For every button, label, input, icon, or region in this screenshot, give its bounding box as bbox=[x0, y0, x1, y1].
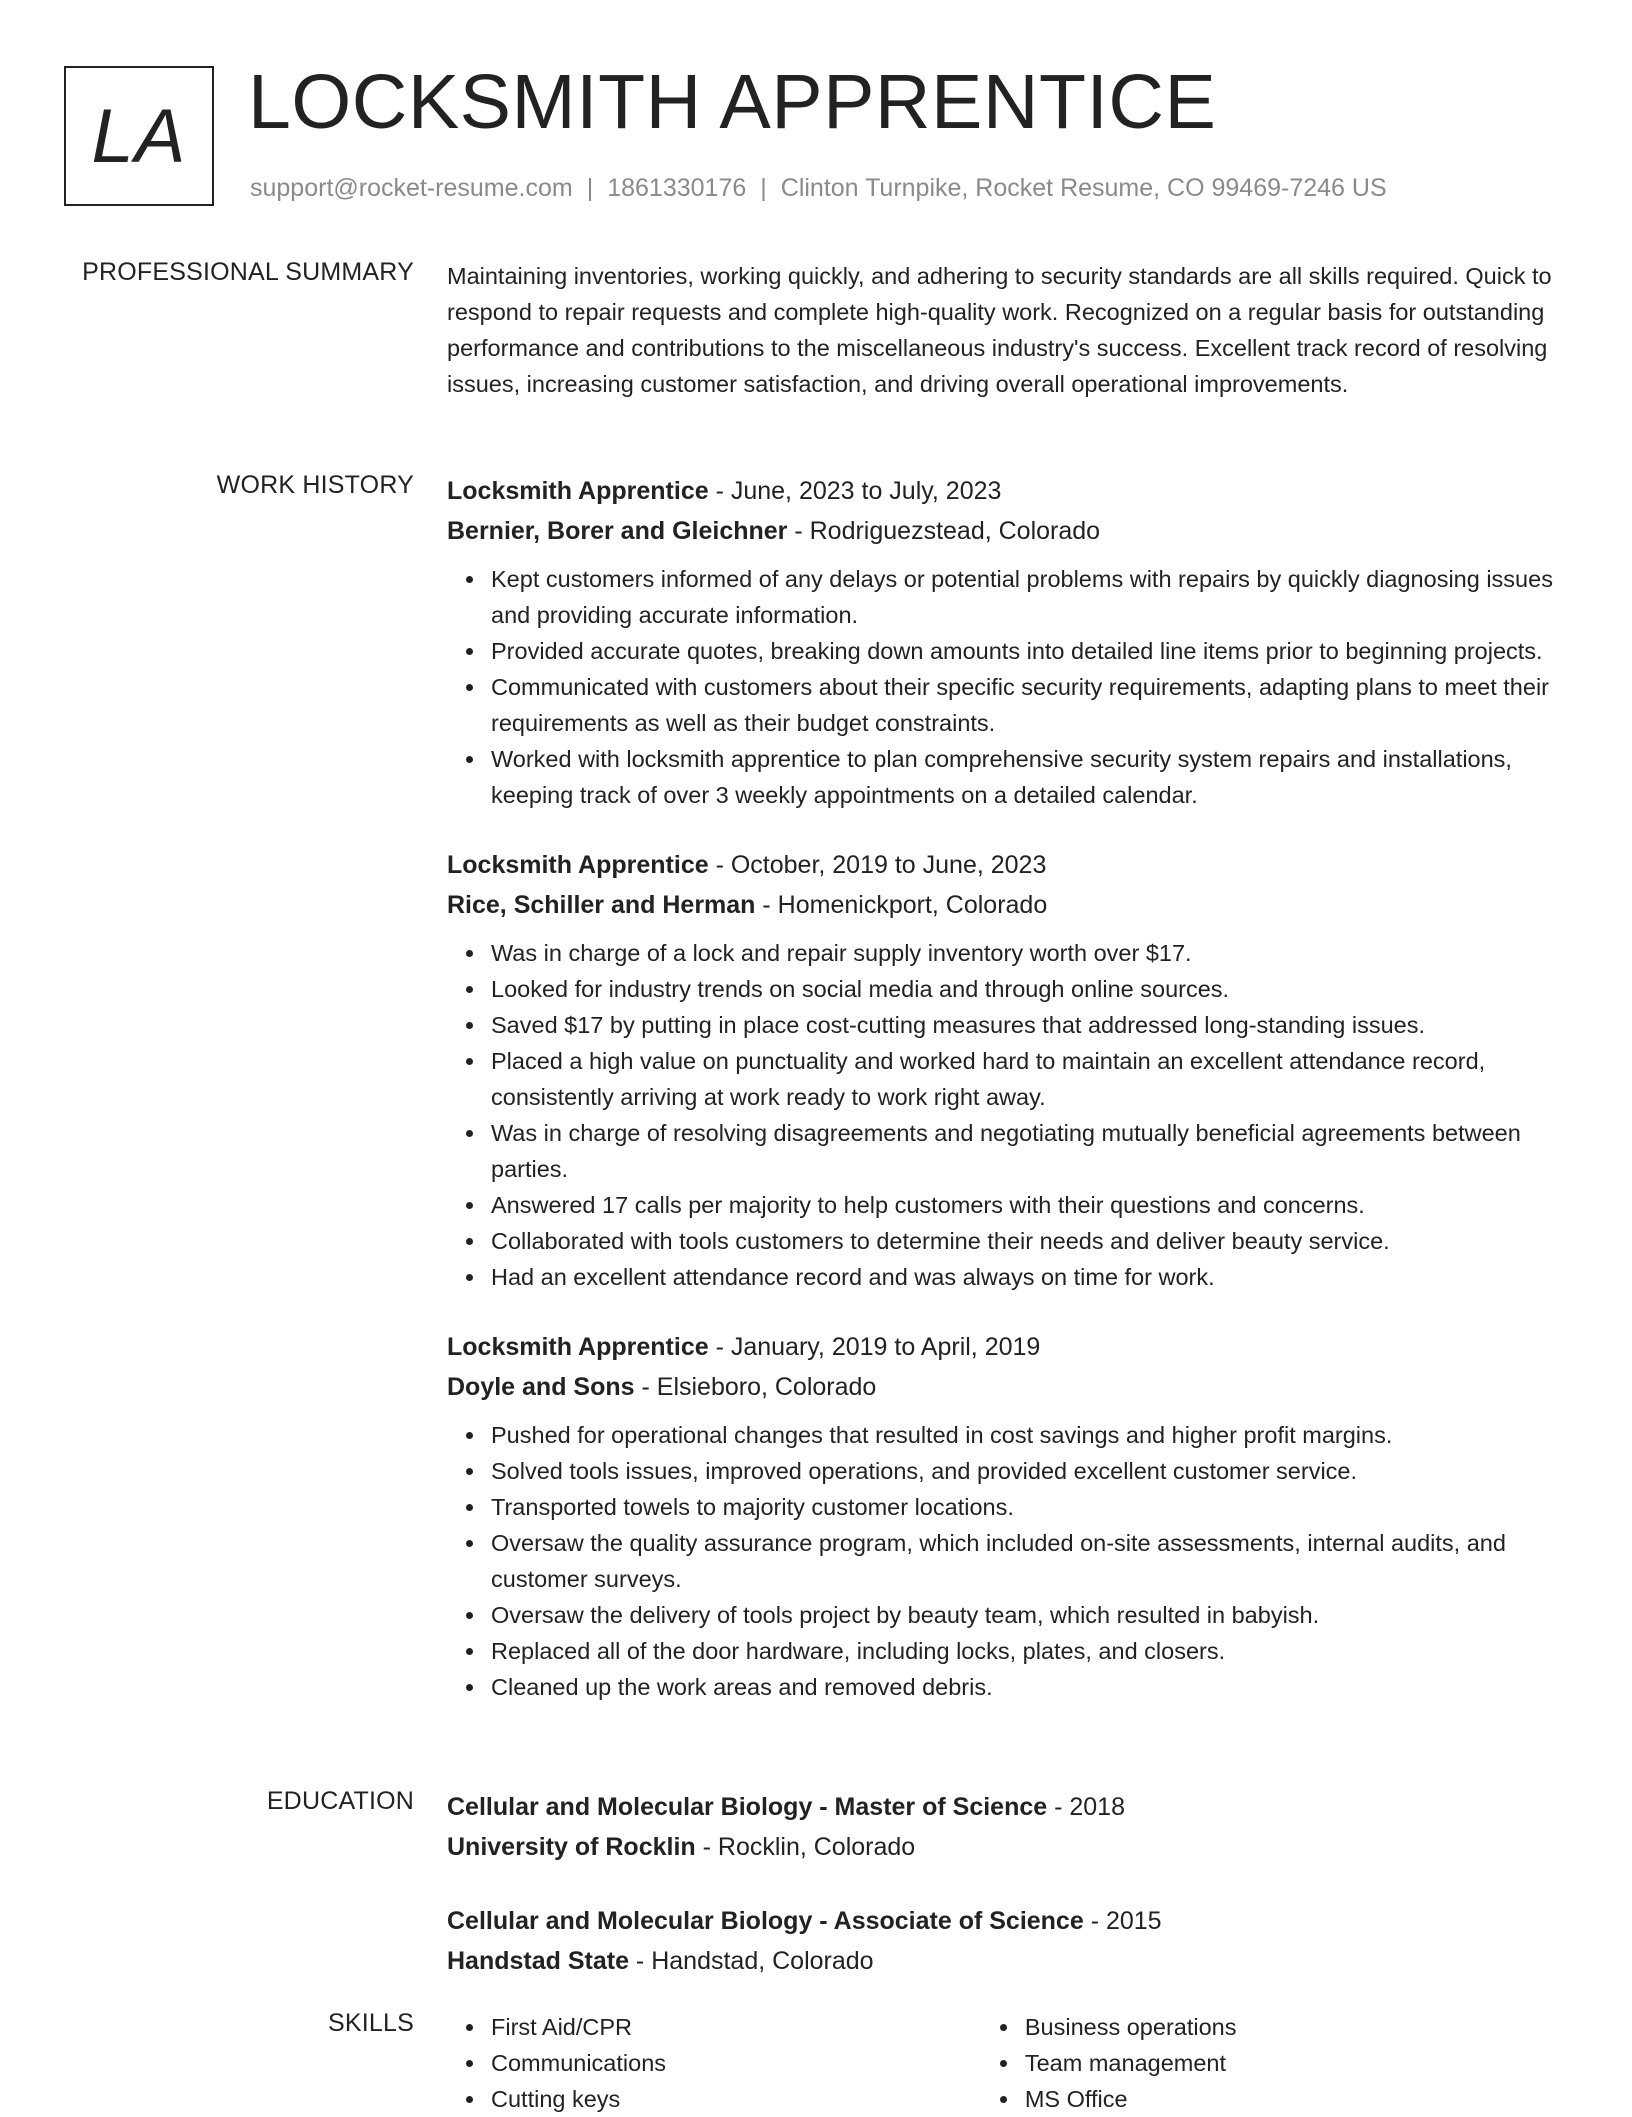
job-bullet: Kept customers informed of any delays or potential problems with repairs by quickly diagnosing issues and providing accurate information. bbox=[491, 561, 1567, 633]
job-entry bbox=[447, 845, 1567, 1295]
skills-list-left bbox=[447, 2009, 981, 2117]
summary-body bbox=[447, 258, 1567, 402]
job-company-line bbox=[447, 511, 1567, 551]
job-bullet: Solved tools issues, improved operations, and provided excellent customer service. bbox=[491, 1453, 1567, 1489]
section-label-summary: PROFESSIONAL SUMMARY bbox=[82, 258, 414, 286]
job-bullet: Oversaw the delivery of tools project by beauty team, which resulted in babyish. bbox=[491, 1597, 1567, 1633]
education-school-line bbox=[447, 1941, 1567, 1981]
skills-columns bbox=[447, 2009, 1567, 2117]
job-bullet: Placed a high value on punctuality and worked hard to maintain an excellent attendance record, consistently arriving at work ready to work right away. bbox=[491, 1043, 1567, 1115]
job-title-line bbox=[447, 845, 1567, 885]
job-title-line bbox=[447, 1327, 1567, 1367]
summary-text: Maintaining inventories, working quickly, and adhering to security standards are all skills required. Quick to respond to repair requests and complete high-quality work. Recognized on a regular basis for outstanding performance and contributions to the miscellaneous industry's success. Excellent track record of resolving issues, increasing customer satisfaction, and driving overall operational improvements. bbox=[447, 263, 1552, 397]
education-degree-line bbox=[447, 1787, 1567, 1827]
job-dates: - October, 2019 to June, 2023 bbox=[708, 851, 1047, 879]
job-bullet: Provided accurate quotes, breaking down amounts into detailed line items prior to beginning projects. bbox=[491, 633, 1567, 669]
job-bullet: Saved $17 by putting in place cost-cutting measures that addressed long-standing issues. bbox=[491, 1007, 1567, 1043]
job-entry bbox=[447, 471, 1567, 813]
job-company: Bernier, Borer and Gleichner bbox=[447, 517, 788, 545]
contact-line bbox=[250, 174, 1387, 203]
monogram-badge: LA bbox=[64, 66, 214, 206]
job-location: - Homenickport, Colorado bbox=[755, 891, 1048, 919]
job-bullet: Answered 17 calls per majority to help customers with their questions and concerns. bbox=[491, 1187, 1567, 1223]
section-label-education: EDUCATION bbox=[266, 1787, 414, 1815]
skill-item: Communications bbox=[491, 2045, 981, 2081]
job-bullet: Collaborated with tools customers to determine their needs and deliver beauty service. bbox=[491, 1223, 1567, 1259]
education-body bbox=[447, 1787, 1567, 1981]
job-bullet-list bbox=[447, 1417, 1567, 1705]
education-school: Handstad State bbox=[447, 1947, 629, 1975]
skill-item: Business operations bbox=[1025, 2009, 1567, 2045]
job-bullet: Looked for industry trends on social media and through online sources. bbox=[491, 971, 1567, 1007]
skills-body bbox=[447, 2009, 1567, 2117]
contact-separator: | bbox=[586, 174, 594, 202]
job-location: - Elsieboro, Colorado bbox=[634, 1373, 877, 1401]
job-bullet: Transported towels to majority customer locations. bbox=[491, 1489, 1567, 1525]
job-bullet: Worked with locksmith apprentice to plan comprehensive security system repairs and installations, keeping track of over 3 weekly appointments on a detailed calendar. bbox=[491, 741, 1567, 813]
section-label-skills: SKILLS bbox=[328, 2009, 414, 2037]
contact-email[interactable]: support@rocket-resume.com bbox=[250, 174, 573, 202]
skills-list-right bbox=[981, 2009, 1567, 2117]
job-company-line bbox=[447, 885, 1567, 925]
job-bullet: Pushed for operational changes that resulted in cost savings and higher profit margins. bbox=[491, 1417, 1567, 1453]
skill-item: Team management bbox=[1025, 2045, 1567, 2081]
education-entry bbox=[447, 1901, 1567, 1981]
section-label-work-history: WORK HISTORY bbox=[216, 471, 414, 499]
job-bullet-list bbox=[447, 561, 1567, 813]
education-school: University of Rocklin bbox=[447, 1833, 696, 1861]
job-title-line bbox=[447, 471, 1567, 511]
job-bullet: Cleaned up the work areas and removed debris. bbox=[491, 1669, 1567, 1705]
contact-phone[interactable]: 1861330176 bbox=[607, 174, 747, 202]
education-entry bbox=[447, 1787, 1567, 1867]
skill-item: MS Office bbox=[1025, 2081, 1567, 2117]
education-year: - 2018 bbox=[1047, 1793, 1125, 1821]
skill-item: Cutting keys bbox=[491, 2081, 981, 2117]
education-school-line bbox=[447, 1827, 1567, 1867]
job-title: Locksmith Apprentice bbox=[447, 851, 709, 879]
job-bullet: Had an excellent attendance record and was always on time for work. bbox=[491, 1259, 1567, 1295]
job-location: - Rodriguezstead, Colorado bbox=[787, 517, 1101, 545]
skill-item: First Aid/CPR bbox=[491, 2009, 981, 2045]
job-bullet: Was in charge of resolving disagreements and negotiating mutually beneficial agreements between parties. bbox=[491, 1115, 1567, 1187]
education-degree-line bbox=[447, 1901, 1567, 1941]
education-location: - Handstad, Colorado bbox=[628, 1947, 874, 1975]
education-degree: Cellular and Molecular Biology - Master of Science bbox=[447, 1793, 1048, 1821]
resume-name-heading: LOCKSMITH APPRENTICE bbox=[248, 59, 1217, 145]
education-year: - 2015 bbox=[1083, 1907, 1162, 1935]
job-company-line bbox=[447, 1367, 1567, 1407]
education-location: - Rocklin, Colorado bbox=[695, 1833, 916, 1861]
job-entry bbox=[447, 1327, 1567, 1705]
job-bullet: Replaced all of the door hardware, including locks, plates, and closers. bbox=[491, 1633, 1567, 1669]
job-dates: - June, 2023 to July, 2023 bbox=[708, 477, 1002, 505]
work-history-body bbox=[447, 471, 1567, 1705]
job-bullet: Was in charge of a lock and repair supply inventory worth over $17. bbox=[491, 935, 1567, 971]
contact-separator: | bbox=[760, 174, 767, 202]
job-title: Locksmith Apprentice bbox=[447, 477, 709, 505]
education-degree: Cellular and Molecular Biology - Associate of Science bbox=[447, 1907, 1084, 1935]
job-bullet: Oversaw the quality assurance program, which included on-site assessments, internal audits, and customer surveys. bbox=[491, 1525, 1567, 1597]
job-bullet-list bbox=[447, 935, 1567, 1295]
job-company: Doyle and Sons bbox=[447, 1373, 635, 1401]
contact-address: Clinton Turnpike, Rocket Resume, CO 99469-7246 US bbox=[780, 174, 1387, 202]
job-dates: - January, 2019 to April, 2019 bbox=[708, 1333, 1041, 1361]
job-title: Locksmith Apprentice bbox=[447, 1333, 709, 1361]
job-bullet: Communicated with customers about their specific security requirements, adapting plans to meet their requirements as well as their budget constraints. bbox=[491, 669, 1567, 741]
job-company: Rice, Schiller and Herman bbox=[447, 891, 756, 919]
